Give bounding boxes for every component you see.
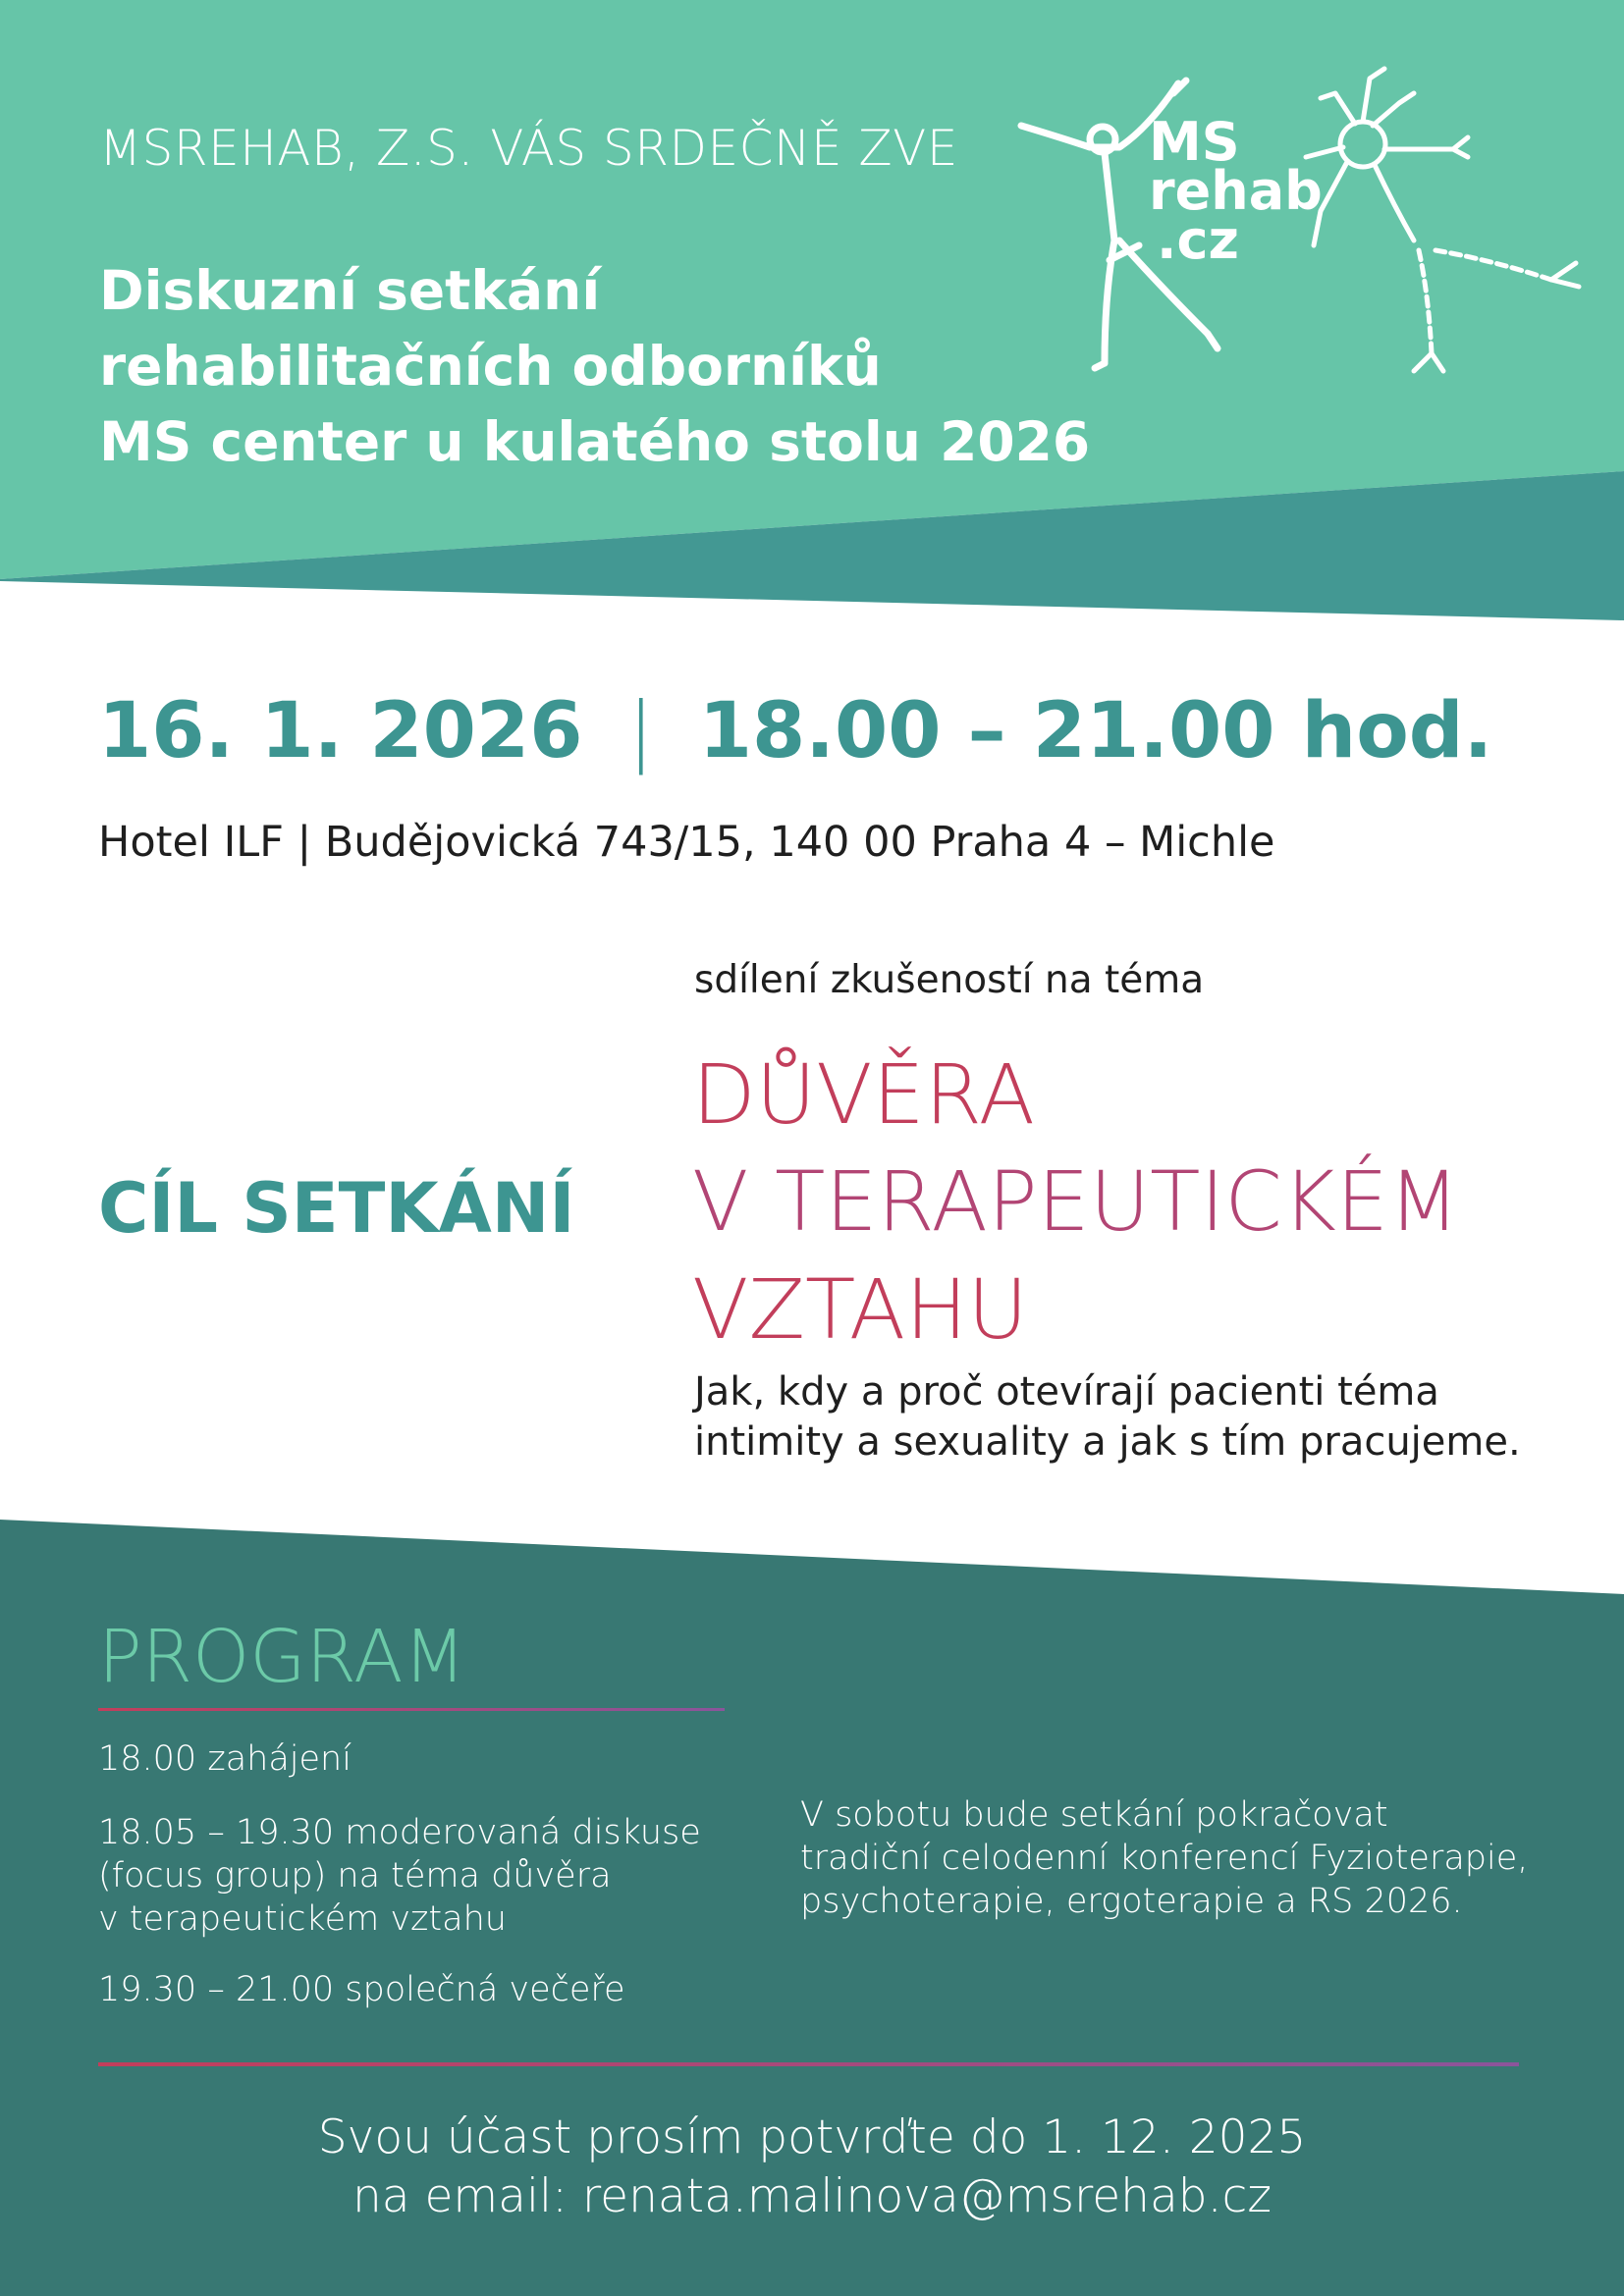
goal-label: CÍL SETKÁNÍ xyxy=(98,1168,575,1249)
saturday-note-line: tradiční celodenní konferencí Fyzioterapie, xyxy=(800,1839,1529,1878)
program-item xyxy=(98,1737,352,1781)
saturday-note xyxy=(800,1793,1528,1923)
program-heading: PROGRAM xyxy=(98,1615,466,1699)
rsvp-email[interactable]: na email: renata.malinova@msrehab.cz xyxy=(352,2169,1272,2223)
program-item-text: 19.30 – 21.00 společná večeře xyxy=(98,1970,625,2009)
program-item-text: 18.00 zahájení xyxy=(98,1739,352,1779)
event-venue: Hotel ILF | Budějovická 743/15, 140 00 Praha 4 – Michle xyxy=(98,818,1275,867)
program-item-text: v terapeutickém vztahu xyxy=(98,1899,507,1939)
program-item xyxy=(98,1811,701,1941)
event-title-line-3: MS center u kulatého stolu 2026 xyxy=(99,410,1091,473)
topic-line-2: V TERAPEUTICKÉM xyxy=(692,1153,1460,1250)
logo-line-2: rehab xyxy=(1149,160,1323,222)
topic-line-1: DŮVĚRA xyxy=(692,1046,1036,1143)
saturday-note-line: V sobotu bude setkání pokračovat xyxy=(800,1795,1388,1835)
program-item-text: 18.05 – 19.30 moderovaná diskuse xyxy=(98,1813,701,1852)
topic-description-line-2: intimity a sexuality a jak s tím pracujeme. xyxy=(694,1419,1521,1465)
rsvp-deadline: Svou účast prosím potvrďte do 1. 12. 2025 xyxy=(317,2110,1307,2164)
rsvp-block xyxy=(0,2109,1624,2226)
event-title xyxy=(99,253,1090,480)
logo-line-1: MS xyxy=(1149,111,1240,173)
topic-intro: sdílení zkušeností na téma xyxy=(694,958,1205,1002)
topic-description xyxy=(694,1367,1521,1468)
logo-wordmark xyxy=(1149,111,1323,271)
event-date: 16. 1. 2026 xyxy=(98,687,583,775)
date-time-line xyxy=(98,687,1492,775)
program-item xyxy=(98,1968,625,2011)
saturday-note-line: psychoterapie, ergoterapie a RS 2026. xyxy=(800,1882,1463,1921)
topic-line-3: VZTAHU xyxy=(692,1261,1028,1358)
event-time: 18.00 – 21.00 hod. xyxy=(698,687,1493,775)
date-separator: | xyxy=(627,687,654,775)
invite-line: MSREHAB, Z.S. VÁS SRDEČNĚ ZVE xyxy=(99,120,958,177)
event-title-line-2: rehabilitačních odborníků xyxy=(99,335,882,398)
event-title-line-1: Diskuzní setkání xyxy=(99,259,601,322)
program-item-text: (focus group) na téma důvěra xyxy=(98,1856,612,1896)
topic-description-line-1: Jak, kdy a proč otevírají pacienti téma xyxy=(694,1369,1439,1415)
logo-line-3: .cz xyxy=(1157,209,1239,271)
